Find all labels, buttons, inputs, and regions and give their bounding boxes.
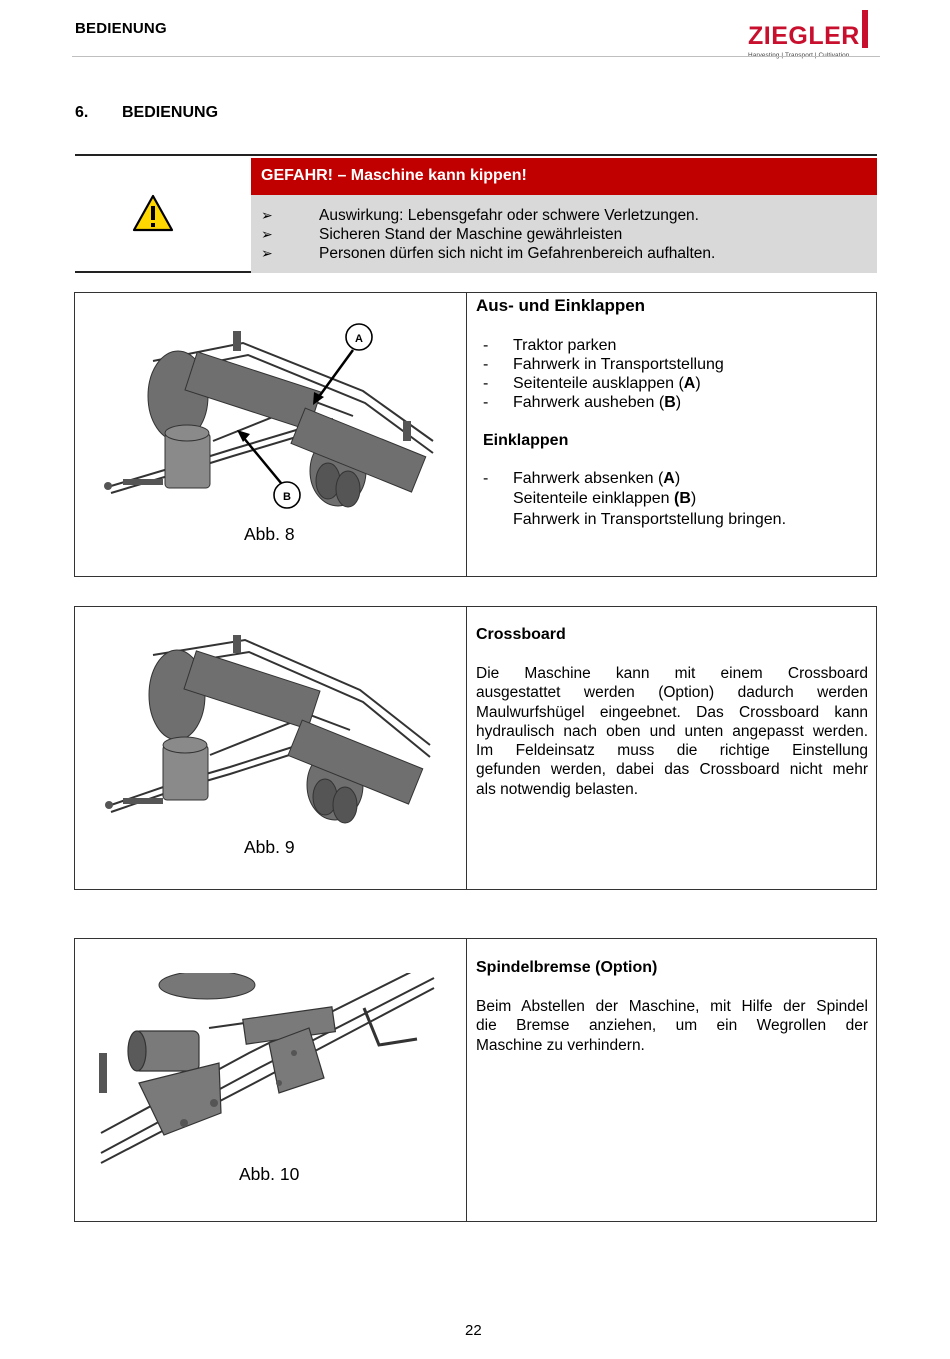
section-number: 6.	[75, 104, 89, 121]
figure-caption: Abb. 10	[239, 1164, 300, 1184]
box-title: Spindelbremse (Option)	[476, 959, 658, 976]
page-number: 22	[465, 1322, 482, 1339]
callout-a-label: A	[355, 333, 363, 345]
arrow-bullet-icon: ➢	[261, 245, 273, 261]
section-title: BEDIENUNG	[122, 104, 219, 121]
ziegler-logo	[745, 8, 875, 60]
box-paragraph: Beim Abstellen der Maschine, mit Hilfe der Spindel die Bremse anziehen, um ein Wegrollen der Maschine zu verhindern.	[476, 998, 868, 1054]
column-divider	[466, 607, 467, 889]
box-title: Crossboard	[476, 626, 566, 643]
instruction-box-folding: A B Abb. 8 Aus- und Einklappen - Traktor parken - Fahrwerk in Transportstellung - Seitenteile ausklappen (A) - Fahrwerk ausheben (B) Einklappen - Fahrwerk absenken (A) Seitenteile einklappen (B) Fahrwerk in Transportstellung bringen.	[74, 292, 877, 577]
column-divider	[466, 939, 467, 1221]
column-divider	[466, 293, 467, 576]
figure-caption: Abb. 8	[244, 524, 295, 544]
instruction-box-crossboard	[74, 606, 877, 890]
header-title: BEDIENUNG	[75, 20, 167, 37]
box-paragraph: Die Maschine kann mit einem Crossboard ausgestattet werden (Option) dadurch werden Maulwurfshügel eingeebnet. Das Crossboard kann hydraulisch nach oben und unten angepasst werden. Im Feldeinsatz muss die richtige Einstellung gefunden werden, dabei das Crossboard nicht mehr als notwendig belasten.	[476, 665, 868, 798]
warning-title: GEFAHR! – Maschine kann kippen!	[251, 158, 877, 195]
callout-b-label: B	[283, 491, 291, 503]
warning-list: ➢ Auswirkung: Lebensgefahr oder schwere Verletzungen. ➢ Sicheren Stand der Maschine gewährleisten ➢ Personen dürfen sich nicht im Gefahrenbereich aufhalten.	[251, 195, 877, 273]
box-title: Aus- und Einklappen	[476, 296, 646, 315]
arrow-bullet-icon: ➢	[261, 207, 273, 223]
logo-bar	[862, 10, 868, 48]
header-divider	[72, 56, 880, 57]
spindle-brake-illustration	[99, 973, 439, 1168]
box-subtitle: Einklappen	[483, 432, 569, 449]
danger-warning-box	[75, 154, 877, 273]
machine-unfolding-illustration	[103, 321, 448, 521]
warning-triangle-icon	[132, 194, 174, 232]
arrow-bullet-icon: ➢	[261, 226, 273, 242]
crossboard-machine-illustration	[105, 635, 435, 830]
logo-brand: ZIEGLER	[748, 22, 860, 50]
figure-caption: Abb. 9	[244, 837, 295, 857]
instruction-box-spindle-brake	[74, 938, 877, 1222]
